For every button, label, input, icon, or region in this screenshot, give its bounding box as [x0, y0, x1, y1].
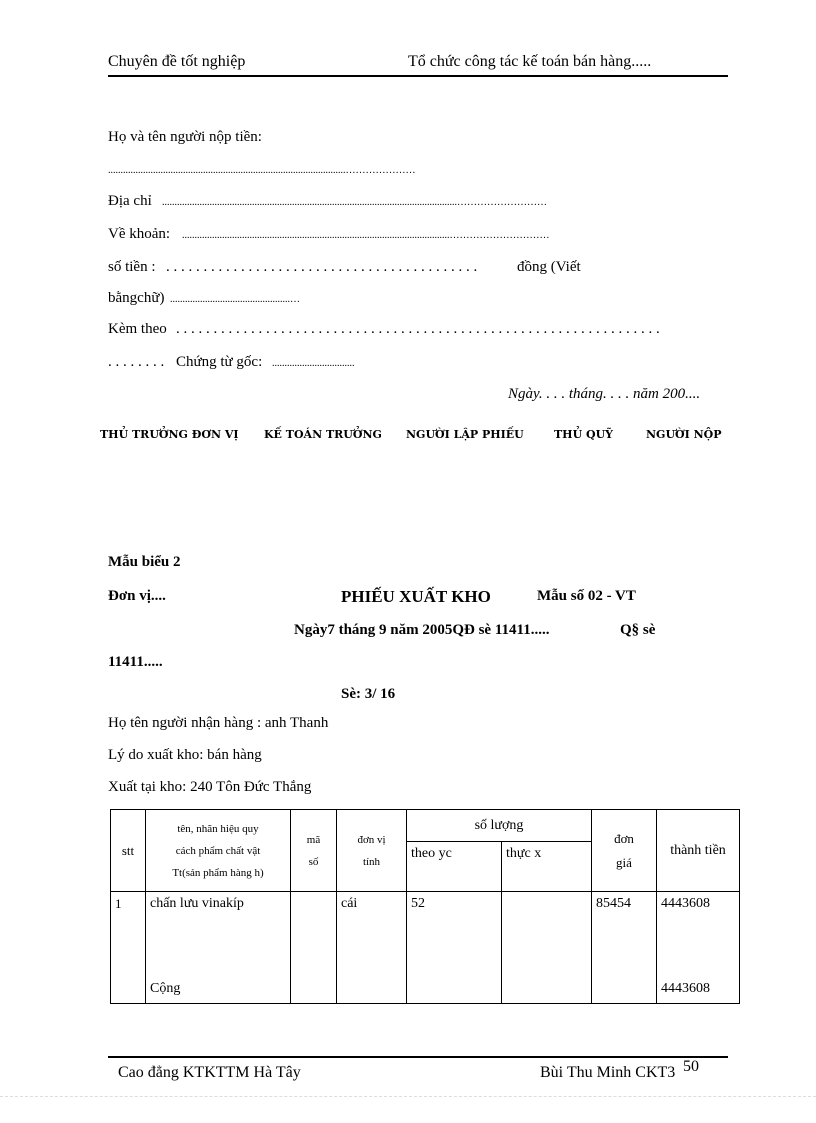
table-row	[111, 892, 740, 1004]
cell-code	[291, 892, 337, 1004]
warehouse-line: Xuất tại kho: 240 Tôn Đức Thắng	[108, 779, 312, 795]
reason-line: Lý do xuất kho: bán hàng	[108, 747, 262, 763]
receiver-line: Họ tên người nhận hàng : anh Thanh	[108, 715, 329, 731]
words-label: bằngchữ)	[108, 290, 165, 306]
orig-dots: .................................	[272, 358, 355, 369]
header-rule	[108, 75, 728, 77]
cell-unit: cái	[337, 892, 407, 1004]
address-label: Địa chỉ	[108, 193, 152, 209]
payer-label: Họ và tên người nộp tiền:	[108, 129, 262, 145]
amount-label: số tiền :	[108, 259, 156, 275]
receipt-date: Ngày. . . . tháng. . . . năm 200....	[508, 386, 701, 402]
sig-payer: NGƯỜI NỘP	[646, 428, 722, 441]
purpose-label: Về khoản:	[108, 226, 171, 242]
th-qty-required: theo yc	[407, 842, 502, 892]
th-quantity: số lượng	[407, 810, 592, 842]
qd-short: Q§ sè	[620, 622, 656, 638]
sig-chief-accountant: KẾ TOÁN TRƯỞNG	[264, 428, 382, 441]
amount-dots: . . . . . . . . . . . . . . . . . . . . . . . . . . . . . . . . . . . . . . . . . .	[166, 259, 478, 275]
page-number: 50	[683, 1058, 699, 1075]
footer-rule	[108, 1056, 728, 1058]
qd-continued: 11411.....	[108, 654, 163, 670]
template-label: Mẫu biểu 2	[108, 554, 181, 570]
th-qty-actual: thực x	[502, 842, 592, 892]
cell-price: 85454	[592, 892, 657, 1004]
th-unit: đơn vị tính	[337, 810, 407, 892]
form-date: Ngày7 tháng 9 năm 2005QĐ sè 11411.....	[294, 622, 550, 638]
cell-qty-actual	[502, 892, 592, 1004]
words-dots: ................................................…	[170, 294, 300, 305]
cell-name: chấn lưu vinakíp Cộng	[146, 892, 291, 1004]
cell-total: 4443608 4443608	[657, 892, 740, 1004]
sum-label: Cộng	[150, 981, 181, 996]
th-total: thành tiền	[657, 810, 740, 892]
th-price: đơn giá	[592, 810, 657, 892]
address-dots: ......................................................................................................................………………………	[162, 197, 547, 208]
cell-stt: 1	[111, 892, 146, 1004]
orig-label: Chứng từ gốc:	[176, 354, 263, 370]
page-bottom-edge	[0, 1096, 816, 1098]
th-stt: stt	[111, 810, 146, 892]
unit-label: Đơn vị....	[108, 588, 166, 604]
th-name: tên, nhãn hiệu quy cách phẩm chất vật Tt(sản phẩm hàng h)	[146, 810, 291, 892]
footer-right: Bùi Thu Minh CKT3	[540, 1064, 676, 1081]
amount-suffix: đồng (Viết	[517, 259, 581, 275]
form-number: Mẫu số 02 - VT	[537, 588, 636, 604]
sig-head: THỦ TRƯỞNG ĐƠN VỊ	[100, 428, 239, 441]
sum-total: 4443608	[661, 981, 710, 996]
cell-qty-required: 52	[407, 892, 502, 1004]
attach-dots: . . . . . . . . . . . . . . . . . . . . . . . . . . . . . . . . . . . . . . . . . . . . . . . . . . . . . . . . . . . . . . . . .	[176, 321, 660, 337]
serial-number: Sè: 3/ 16	[341, 686, 396, 702]
header-right: Tổ chức công tác kế toán bán hàng.....	[408, 53, 652, 70]
orig-prefix: . . . . . . . .	[108, 354, 165, 370]
sig-cashier: THỦ QUỸ	[554, 428, 614, 441]
payer-dots: ...............................................................................................…………………	[108, 165, 416, 176]
attach-label: Kèm theo	[108, 321, 167, 337]
footer-left: Cao đẳng KTKTTM Hà Tây	[118, 1064, 301, 1081]
th-code: mã số	[291, 810, 337, 892]
purpose-dots: ...........................................................................................................…………………………	[182, 230, 550, 241]
sig-preparer: NGƯỜI LẬP PHIẾU	[406, 428, 524, 441]
items-table	[110, 809, 740, 1004]
form-title: PHIẾU XUẤT KHO	[341, 587, 491, 606]
header-left: Chuyên đề tốt nghiệp	[108, 53, 246, 70]
